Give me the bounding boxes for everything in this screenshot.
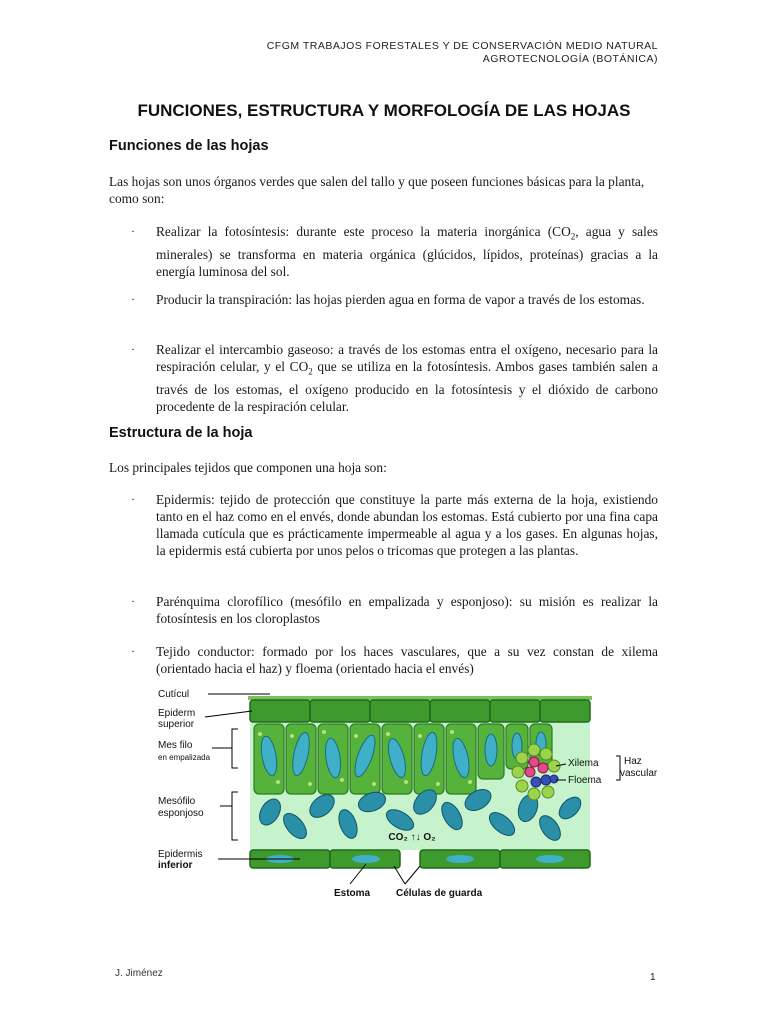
xylem-cell — [525, 767, 535, 777]
lower-epidermis — [250, 850, 590, 868]
label-haz-vascular-1: Haz — [624, 756, 642, 767]
page-header — [267, 40, 658, 66]
section-heading-estructura: Estructura de la hoja — [109, 425, 253, 441]
label-epidermis-superior-2: superior — [158, 719, 195, 730]
label-mesofilo-esponjoso-2: esponjoso — [158, 808, 204, 819]
bullet-marker: · — [131, 492, 135, 506]
bullet-text: Parénquima clorofílico (mesófilo en empalizada y esponjoso): su misión es realizar la fotosíntesis en los cloroplastos — [156, 594, 658, 626]
label-estoma: Estoma — [334, 888, 371, 899]
section2-intro: Los principales tejidos que componen una hoja son: — [109, 460, 387, 475]
document-title: FUNCIONES, ESTRUCTURA Y MORFOLOGÍA DE LAS HOJAS — [137, 101, 631, 120]
xylem-cell — [529, 757, 539, 767]
header-subject: AGROTECNOLOGÍA (BOTÁNICA) — [482, 53, 658, 65]
section1-intro: Las hojas son unos órganos verdes que salen del tallo y que poseen funciones básicas para la planta, como son: — [109, 174, 645, 206]
label-cuticula: Cutícul — [158, 689, 190, 700]
bullet-marker: · — [131, 292, 135, 306]
bullet-text: Realizar la fotosíntesis: durante este proceso la materia inorgánica ($CO_2$, agua y sales minerales) se transforma en materia orgánica (glúcidos, lípidos, proteínas) gracias a la energía luminosa del sol. — [156, 224, 658, 279]
footer-author: J. Jiménez — [115, 968, 163, 979]
label-floema: Floema — [568, 775, 602, 786]
section-heading-funciones: Funciones de las hojas — [109, 138, 269, 154]
bullet-text: Tejido conductor: formado por los haces vasculares, que a su vez constan de xilema (orientado hacia el haz) y floema (orientado hacia el envés) — [156, 644, 658, 676]
label-celulas-guarda: Células de guarda — [396, 888, 483, 899]
phloem-cell — [541, 775, 551, 785]
gas-exchange-label: CO₂ ↑↓ O₂ — [388, 832, 436, 843]
phloem-cell — [531, 777, 541, 787]
label-xilema: Xilema — [568, 758, 599, 769]
phloem-cell — [550, 775, 558, 783]
label-epidermis-inferior-2: inferior — [158, 860, 193, 871]
upper-epidermis — [250, 700, 590, 722]
header-course: CFGM TRABAJOS FORESTALES Y DE CONSERVACIÓN MEDIO NATURAL — [266, 40, 658, 52]
label-mesofilo-empalizada-2: en empalizada — [158, 753, 211, 762]
bullet-text: Realizar el intercambio gaseoso: a través de los estomas entra el oxígeno, necesario para la respiración celular, y el $CO_2$ que se utiliza en la fotosíntesis. Ambos gases también salen a través de los estomas, el oxígeno producido en la fotosíntesis y el dióxido de carbono procedente de la respiración celular. — [156, 342, 658, 414]
label-epidermis-inferior-1: Epidermis — [158, 849, 203, 860]
bullet-marker: · — [131, 594, 135, 608]
bullet-marker: · — [131, 342, 135, 356]
label-epidermis-superior-1: Epiderm — [158, 708, 196, 719]
bullet-marker: · — [131, 224, 135, 238]
page-number: 1 — [650, 972, 656, 983]
label-mesofilo-esponjoso-1: Mesófilo — [158, 796, 196, 807]
label-mesofilo-empalizada-1: Mes filo — [158, 740, 193, 751]
label-haz-vascular-2: vascular — [620, 768, 658, 779]
bullet-text: Epidermis: tejido de protección que constituye la parte más externa de la hoja, existiendo tanto en el haz como en el envés, donde abundan los estomas. Está cubierto por una fina capa llamada cutícula que es prácticamente impermeable al agua y a los gases. En algunas hojas, la epidermis está cubierta por unos pelos o tricomas que protegen a las plantas. — [156, 492, 658, 558]
leaf-cross-section-diagram — [150, 684, 670, 904]
bullet-text: Producir la transpiración: las hojas pierden agua en forma de vapor a través de los estomas. — [156, 292, 645, 307]
bullet-marker: · — [131, 644, 135, 658]
xylem-cell — [538, 763, 548, 773]
